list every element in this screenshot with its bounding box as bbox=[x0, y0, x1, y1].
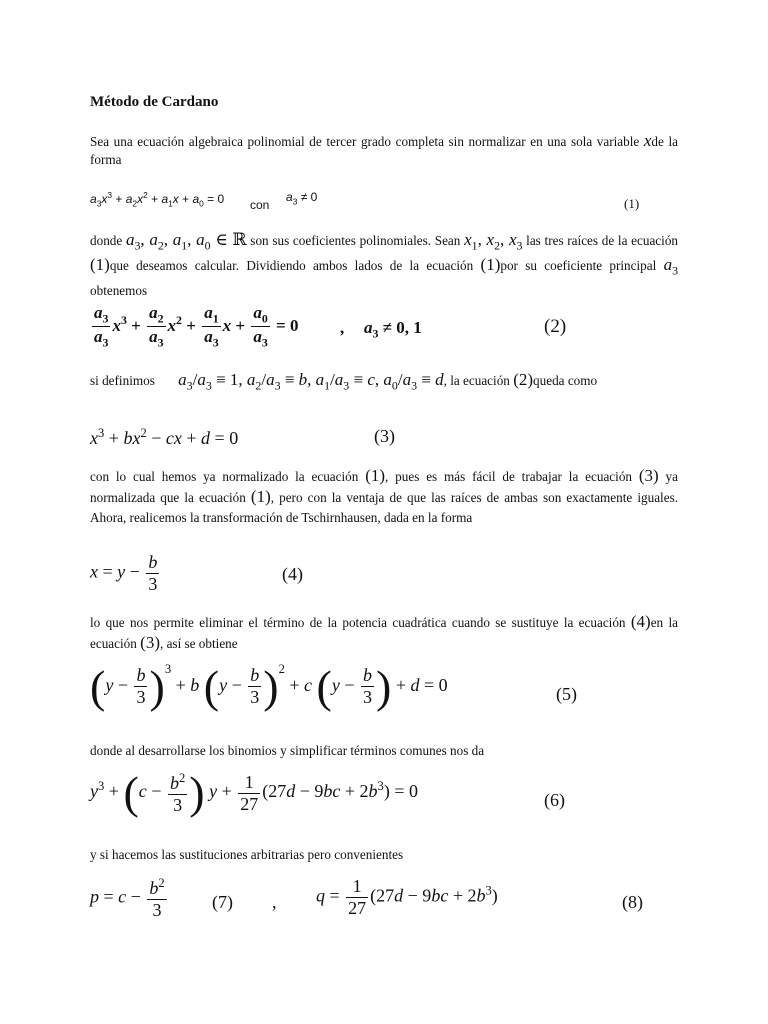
paragraph-substitution: lo que nos permite eliminar el término de la potencia cuadrática cuando se sustituye la ecuación (4)en la ecuación (3), así se obtiene bbox=[90, 612, 679, 652]
ref-eq-1: (1) bbox=[480, 255, 501, 275]
equation-6-number: (6) bbox=[544, 790, 565, 810]
ref-eq-1: (1) bbox=[250, 487, 271, 506]
paragraph-intro: Sea una ecuación algebraica polinomial de tercer grado completa sin normalizar en una sola variable xde la forma bbox=[90, 131, 678, 167]
equation-2-number: (2) bbox=[544, 316, 567, 337]
paragraph-normalized: con lo cual hemos ya normalizado la ecuación (1), pues es más fácil de trabajar la ecuación (3) ya normalizada que la ecuación (1), pero con la ventaja de que las raíces de ambas son exactamente iguales. Ahora, realicemos la transformación de Tschirnhausen, dada en la forma bbox=[90, 466, 678, 525]
paragraph-definitions: si definimos $a_3/a_3 \equiv 1$, $a_2/a_3 \equiv b$, $a_1/a_3 \equiv c$, $a_0/a_3 \equiv d$, la ecuación (2)queda como bbox=[90, 370, 598, 393]
math-var-x: x bbox=[643, 131, 652, 150]
ref-eq-3: (3) bbox=[638, 466, 659, 485]
equation-1-number: (1) bbox=[624, 196, 640, 211]
equation-5: (y − $\frac{b}{3}$ )$^3$ + b (y − $\frac{b}{3}$ )$^2$ + c (y − $\frac{b}{3}$ ) + d = 0 (5) bbox=[90, 660, 577, 712]
equation-3: $x^3 + bx^2$ − cx + d = 0 (3) bbox=[90, 426, 395, 448]
ref-eq-1: (1) bbox=[90, 255, 110, 275]
equation-2: $\frac{a_3}{a_3}$ $x^3$ + $\frac{a_2}{a_3}$ $x^2$ + $\frac{a_1}{a_3}$ x + $\frac{a_0}{a_3}$ = 0 , $a_3 \ne 0$, 1 (2) bbox=[94, 303, 567, 350]
equation-5-number: (5) bbox=[556, 684, 577, 704]
paragraph-substitutions: y si hacemos las sustituciones arbitrarias pero convenientes bbox=[90, 847, 404, 862]
page-title: Método de Cardano bbox=[90, 94, 219, 110]
equation-1-con: con bbox=[250, 198, 270, 212]
equation-6: $y^3 + (c$ − $\frac{b^2}{3}$ ) y + $\frac{1}{27}$ $(27d - 9bc + 2b^3) = 0$ (6) bbox=[90, 767, 565, 818]
equation-4-number: (4) bbox=[282, 564, 303, 584]
paragraph-expand: donde al desarrollarse los binomios y simplificar términos comunes nos da bbox=[90, 743, 485, 758]
ref-eq-3: (3) bbox=[140, 633, 160, 652]
ref-eq-2: (2) bbox=[513, 370, 534, 389]
ref-eq-4: (4) bbox=[630, 612, 651, 631]
equation-8-number: (8) bbox=[622, 892, 643, 912]
ref-eq-1: (1) bbox=[365, 466, 386, 485]
equation-1: $a_3x^3 + a_2x^2 + a_1x + a_0 = 0$ con $a_3 \ne 0$ (1) bbox=[90, 190, 640, 212]
document-page bbox=[90, 0, 678, 1024]
equation-7-number: (7) bbox=[212, 892, 233, 912]
equation-7-8: p = c − $\frac{b^2}{3}$ (7) , q = $\frac{1}{27}$ $(27d - 9bc + 2b^3)$ (8) bbox=[90, 876, 643, 920]
equation-4: x = y − $\frac{b}{3}$ (4) bbox=[90, 552, 303, 594]
paragraph-coefficients: donde $a_3$, $a_2$, $a_1$, $a_0$ ∈ ℝ son sus coeficientes polinomiales. Sean $x_1$, $x_2$, $x_3$ las tres raíces de la ecuación (1)que deseamos calcular. Dividiendo ambos lados de la ecuación (1)por su coeficiente principal $a_3$ obtenemos bbox=[90, 230, 679, 298]
equation-3-number: (3) bbox=[374, 426, 395, 446]
